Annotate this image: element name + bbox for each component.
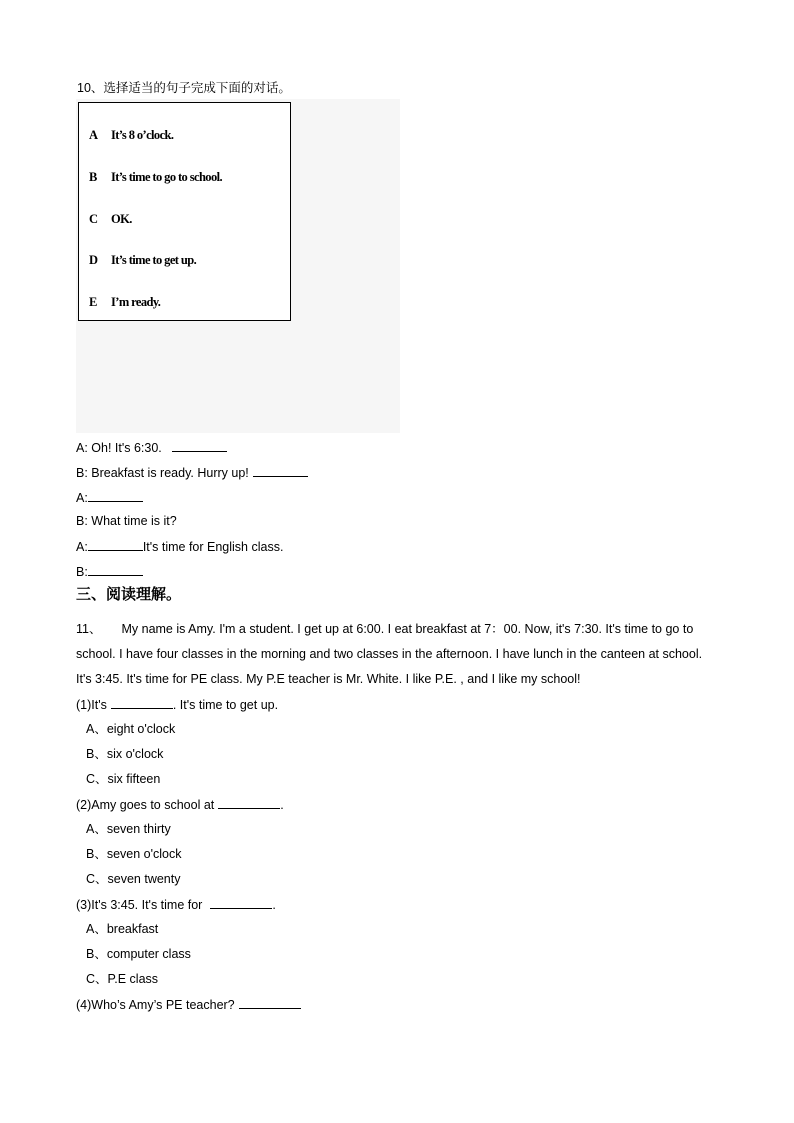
answer-blank[interactable]: [88, 563, 143, 576]
option-d: [89, 253, 196, 268]
option-a: [89, 128, 173, 143]
question-2: [76, 796, 284, 813]
answer-blank[interactable]: [88, 489, 143, 502]
passage-line-1: [76, 621, 693, 637]
answer-blank[interactable]: [253, 464, 308, 477]
option-letter: D: [89, 253, 98, 267]
question-text: .: [280, 798, 284, 812]
dialogue-text: A:: [76, 540, 88, 554]
dialogue-line-3: [76, 489, 143, 506]
dialogue-line-2: [76, 464, 308, 481]
answer-blank[interactable]: [218, 796, 280, 809]
option-letter: E: [89, 295, 97, 309]
choice[interactable]: C、six fifteen: [86, 772, 161, 786]
option-text: It’s 8 o’clock.: [111, 128, 174, 142]
answer-blank[interactable]: [172, 439, 227, 452]
dialogue-line-4: B: What time is it?: [76, 514, 177, 528]
passage-text: My name is Amy. I'm a student. I get up at 6:00. I eat breakfast at 7：00. Now, it's 7:30. It's time to go to: [121, 622, 694, 636]
option-e: [89, 295, 160, 310]
option-text: OK.: [111, 212, 132, 226]
dialogue-line-6: [76, 563, 143, 580]
passage-line-2: school. I have four classes in the morning and two classes in the afternoon. I have lunch in the canteen at school.: [76, 647, 703, 661]
choice[interactable]: C、seven twenty: [86, 872, 181, 886]
option-text: It’s time to get up.: [111, 253, 197, 267]
passage-line-3: It's 3:45. It's time for PE class. My P.E teacher is Mr. White. I like P.E. , and I like my school!: [76, 672, 581, 686]
option-text: I’m ready.: [111, 295, 161, 309]
choice[interactable]: A、breakfast: [86, 922, 159, 936]
option-letter: A: [89, 128, 98, 142]
option-letter: B: [89, 170, 97, 184]
option-b: [89, 170, 222, 185]
choice[interactable]: A、eight o'clock: [86, 722, 176, 736]
dialogue-text: A: Oh! It's 6:30.: [76, 441, 162, 455]
question-text: (1)It's: [76, 698, 107, 712]
question-text: (2)Amy goes to school at: [76, 798, 215, 812]
choice[interactable]: B、computer class: [86, 947, 191, 961]
dialogue-line-1: [76, 439, 227, 456]
dialogue-text: B:: [76, 565, 88, 579]
choice[interactable]: B、seven o'clock: [86, 847, 182, 861]
answer-blank[interactable]: [88, 538, 143, 551]
question-number: 11、: [76, 622, 102, 636]
answer-blank[interactable]: [111, 696, 173, 709]
section-heading: 三、阅读理解。: [76, 586, 182, 603]
choice[interactable]: C、P.E class: [86, 972, 159, 986]
options-box: [78, 102, 291, 321]
question-text: .: [272, 898, 276, 912]
option-text: It’s time to go to school.: [111, 170, 222, 184]
question-text: . It's time to get up.: [172, 698, 279, 712]
answer-blank[interactable]: [210, 896, 272, 909]
question-1: [76, 696, 278, 713]
question-4: [76, 996, 301, 1013]
dialogue-line-5: [76, 538, 283, 555]
answer-blank[interactable]: [239, 996, 301, 1009]
option-letter: C: [89, 212, 98, 226]
choice[interactable]: B、six o'clock: [86, 747, 164, 761]
dialogue-text: A:: [76, 491, 88, 505]
dialogue-text: B: Breakfast is ready. Hurry up!: [76, 466, 249, 480]
question-text: (3)It's 3:45. It's time for: [76, 898, 203, 912]
choice[interactable]: A、seven thirty: [86, 822, 171, 836]
question-text: (4)Who’s Amy’s PE teacher?: [76, 998, 235, 1012]
dialogue-text: It's time for English class.: [142, 540, 284, 554]
option-c: [89, 212, 132, 227]
question-3: [76, 896, 276, 913]
question-10-title: 10、选择适当的句子完成下面的对话。: [77, 81, 291, 95]
